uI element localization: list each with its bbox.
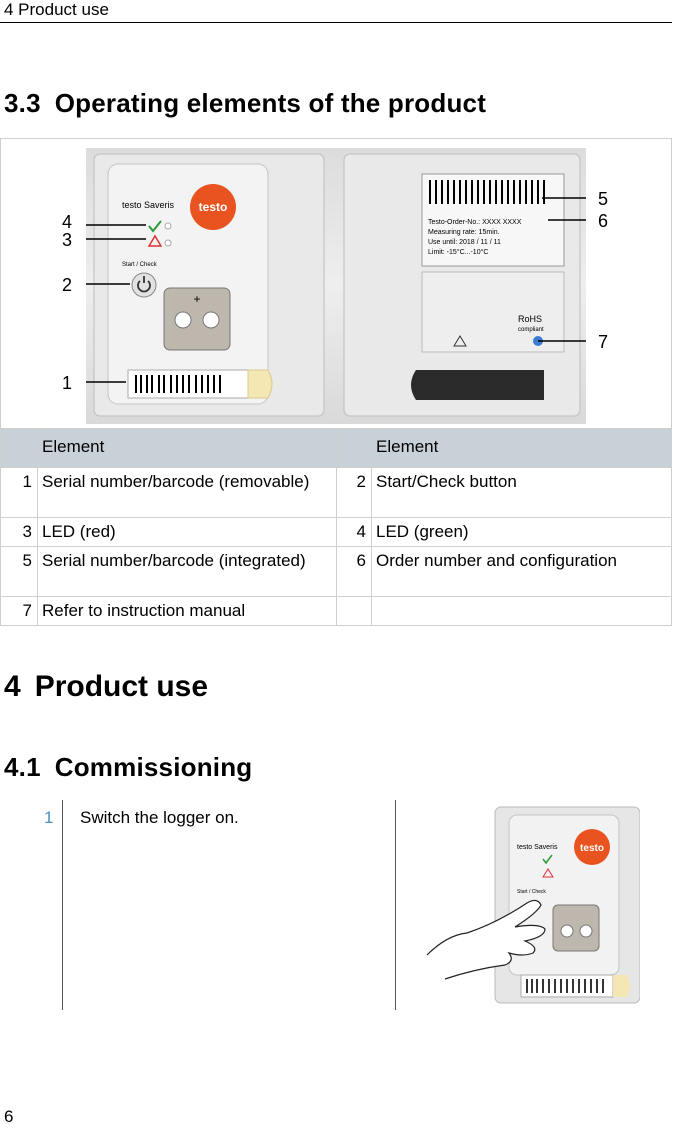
table-row [1,597,672,626]
switch-on-photo [425,805,640,1005]
switch-on-illustration [425,805,640,1005]
callout-numbers [0,148,674,424]
step-text: Switch the logger on. [80,808,239,827]
element-number: 6 [337,547,372,597]
element-name [372,597,672,626]
order-line-4: Limit: -15°C...-10°C [428,249,489,256]
step-divider [395,800,396,1010]
callout-6: 6 [598,211,609,231]
section-title: Operating elements of the product [54,88,487,118]
table-header-element-1: Element [38,429,337,468]
section-4-1-heading [4,752,252,783]
callout-4: 4 [62,212,73,232]
callout-2: 2 [62,275,73,295]
section-title: Product use [34,670,209,703]
element-name: Serial number/barcode (removable) [38,468,337,518]
element-name: Order number and configuration [372,547,672,597]
switch-button-label: Start / Check [517,889,546,895]
element-number: 1 [1,468,38,518]
element-number: 2 [337,468,372,518]
switch-brand-text: testo Saveris [517,844,558,851]
callout-1: 1 [62,373,73,393]
table-header-element-2: Element [372,429,672,468]
step-divider [62,800,63,1010]
section-title: Commissioning [54,752,253,782]
table-header-row [1,429,672,468]
callout-7: 7 [598,332,609,352]
page-number: 6 [4,1107,14,1126]
order-line-1: Testo-Order-No.: XXXX XXXX [428,219,522,226]
element-name: Serial number/barcode (integrated) [38,547,337,597]
element-number: 4 [337,518,372,547]
order-line-3: Use until: 2018 / 11 / 11 [428,239,501,246]
switch-logo-text: testo [580,843,604,854]
front-logo-text: testo [198,200,228,214]
rohs-text: RoHS [518,314,543,324]
running-header-text: 4 Product use [4,0,109,19]
section-number: 4.1 [4,752,41,782]
front-brand-text: testo Saveris [122,200,175,210]
section-number: 3.3 [4,88,41,118]
element-number [337,597,372,626]
element-number: 3 [1,518,38,547]
element-name: Refer to instruction manual [38,597,337,626]
element-number: 5 [1,547,38,597]
element-name: LED (green) [372,518,672,547]
rohs-sub-text: compliant [518,327,544,333]
table-row [1,468,672,518]
operating-elements-table [0,428,672,626]
svg-text:+: + [193,292,201,306]
element-name: Start/Check button [372,468,672,518]
callout-5: 5 [598,189,609,209]
front-button-label: Start / Check [122,262,157,268]
table-row [1,518,672,547]
callout-3: 3 [62,230,73,250]
order-line-2: Measuring rate: 15min. [428,229,500,236]
section-4-heading [4,670,208,704]
running-header [0,0,672,23]
battery-holder [553,905,599,951]
section-number: 4 [4,670,21,703]
section-3-3-heading [4,88,486,119]
element-number: 7 [1,597,38,626]
table-row [1,547,672,597]
step-number: 1 [44,808,54,827]
element-name: LED (red) [38,518,337,547]
